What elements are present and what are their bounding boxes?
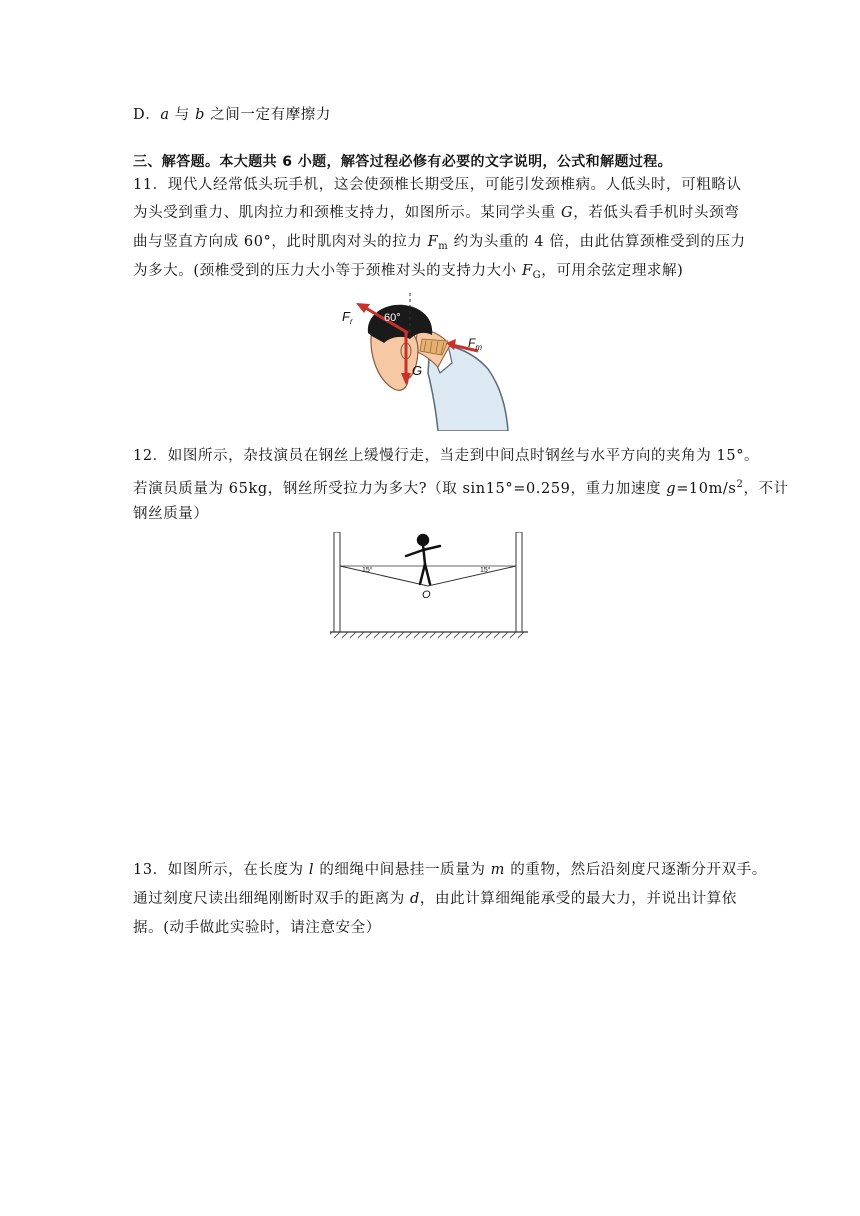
ground-hatching: [330, 632, 524, 638]
label-fr: $F_r$: [342, 309, 353, 326]
section-heading: 三、解答题。本大题共 6 小题，解答过程必修有必要的文字说明，公式和解题过程。: [133, 154, 673, 170]
acrobat-figure: [406, 535, 440, 584]
option-d: D．a 与 b 之间一定有摩擦力: [133, 107, 332, 123]
q12-line-3: 钢丝质量）: [133, 506, 209, 522]
q11-line-1: 11．现代人经常低头玩手机，这会使颈椎长期受压，可能引发颈椎病。人低头时，可粗略认: [133, 177, 742, 193]
right-pole: [516, 532, 522, 632]
q11-line-2: 为头受到重力、肌肉拉力和颈椎支持力，如图所示。某同学头重 G，若低头看手机时头颈弯: [133, 205, 740, 221]
label-g: G: [412, 363, 423, 378]
q11-line-3: 曲与竖直方向成 60°，此时肌肉对头的拉力 $F_m$ 约为头重的 4 倍，由此估算颈椎受到的压力: [133, 234, 746, 252]
label-left-angle: 15°: [362, 567, 373, 574]
q12-line-2: 若演员质量为 65kg，钢丝所受拉力为多大?（取 sin15°=0.259，重力加速度 $g=10m/s^2$，不计: [133, 479, 789, 497]
left-pole: [334, 532, 340, 632]
q11-figure-head-forces: [338, 293, 514, 431]
q11-line-4: 为多大。(颈椎受到的压力大小等于颈椎对头的支持力大小 $F_G$，可用余弦定理求解): [133, 263, 684, 281]
q13-line-1: 13．如图所示，在长度为 l 的细绳中间悬挂一质量为 m 的重物，然后沿刻度尺逐渐分开双手。: [133, 862, 767, 878]
q12-line-1: 12．如图所示，杂技演员在钢丝上缓慢行走，当走到中间点时钢丝与水平方向的夹角为 15°。: [133, 448, 760, 464]
label-fm: $F_m$: [468, 336, 483, 352]
q13-line-2: 通过刻度尺读出细绳刚断时双手的距离为 d，由此计算细绳能承受的最大力，并说出计算依: [133, 891, 738, 907]
q12-figure-tightrope: [330, 532, 528, 640]
label-right-angle: 15°: [480, 567, 491, 574]
label-angle-60: 60°: [384, 312, 401, 324]
q13-line-3: 据。(动手做此实验时，请注意安全）: [133, 920, 381, 936]
label-point-o: O: [422, 589, 431, 601]
